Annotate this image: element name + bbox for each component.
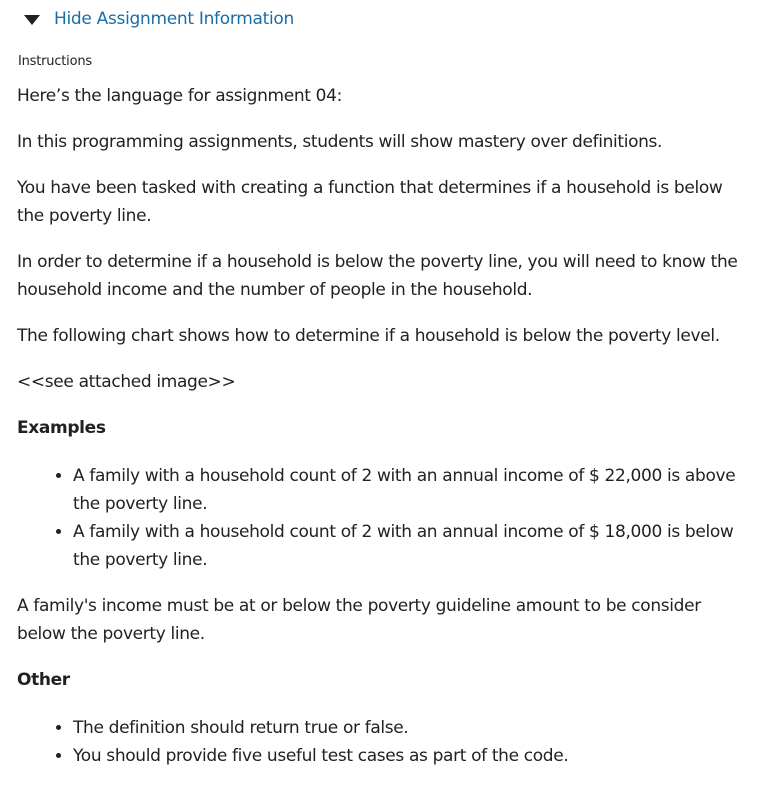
paragraph: The following chart shows how to determine if a household is below the poverty level.: [17, 326, 720, 346]
poverty-note: A family's income must be at or below the poverty guideline amount to be consider below the poverty line.: [17, 596, 701, 644]
instructions-content: [17, 82, 747, 788]
paragraph: You have been tasked with creating a function that determines if a household is below the poverty line.: [17, 178, 723, 226]
other-list: [17, 712, 747, 770]
paragraph: <<see attached image>>: [17, 372, 236, 392]
paragraph: In this programming assignments, students will show mastery over definitions.: [17, 132, 663, 152]
list-item: • A family with a household count of 2 with an annual income of $ 18,000 is below the poverty line.: [73, 518, 747, 574]
toggle-label: Hide Assignment Information: [54, 9, 294, 29]
list-item: • You should provide five useful test cases as part of the code.: [73, 742, 747, 770]
paragraph: Here’s the language for assignment 04:: [17, 86, 342, 106]
paragraph: In order to determine if a household is below the poverty line, you will need to know the household income and the number of people in the household.: [17, 252, 738, 300]
examples-list: [17, 460, 747, 574]
instructions-heading: Instructions: [18, 54, 92, 69]
list-item: • The definition should return true or false.: [73, 714, 747, 742]
examples-heading: Examples: [17, 418, 106, 438]
list-item: • A family with a household count of 2 with an annual income of $ 22,000 is above the poverty line.: [73, 462, 747, 518]
other-heading: Other: [17, 670, 70, 690]
caret-down-icon: [24, 15, 40, 25]
hide-assignment-info-toggle[interactable]: [24, 6, 294, 32]
